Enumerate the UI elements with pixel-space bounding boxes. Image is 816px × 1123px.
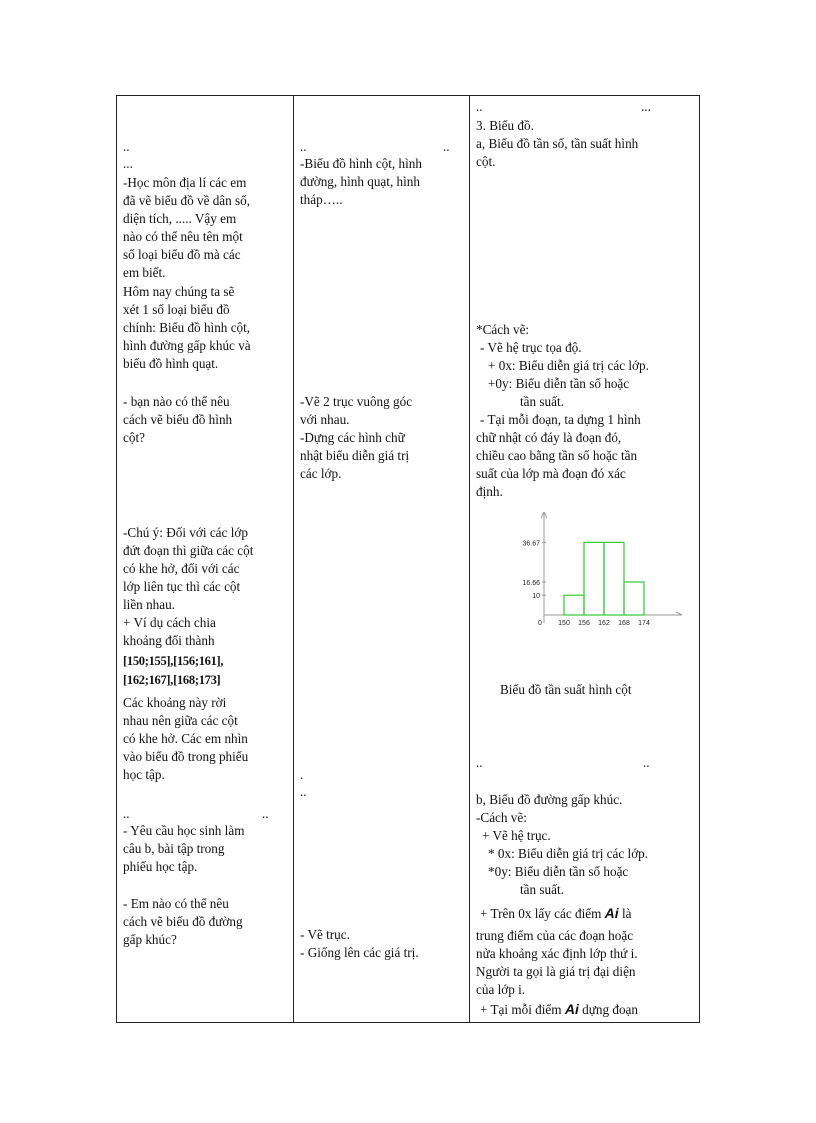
- dots: ..: [123, 806, 130, 821]
- chart-caption: Biểu đồ tần suất hình cột: [500, 682, 632, 697]
- para-task: - Yêu cầu học sinh làm câu b, bài tập trong phiếu học tập.: [123, 823, 245, 874]
- y-tick-label: 10: [532, 593, 540, 601]
- subsection-b: b, Biểu đồ đường gấp khúc.: [476, 792, 623, 807]
- point-label-ai: Ai: [604, 905, 619, 921]
- dots: ..: [643, 755, 650, 770]
- column-divider-1: [293, 96, 294, 1022]
- x-tick-label: 0: [538, 620, 542, 627]
- para-question-line: - Em nào có thể nêu cách vẽ biểu đồ đường gấp khúc?: [123, 896, 243, 947]
- dots: ..: [443, 139, 450, 154]
- para-intro: -Học môn địa lí các em đã vẽ biểu đồ về dân số, diện tích, ..... Vậy em nào có thể nêu tên một số loại biểu đồ mà các em biết.: [123, 175, 251, 280]
- step-midpoints: + Trên 0x lấy các điểm Ai là: [480, 905, 632, 921]
- answer-bar-method: -Vẽ 2 trục vuông góc với nhau. -Dựng các hình chữ nhật biểu diễn giá trị các lớp.: [300, 394, 413, 481]
- para-question-bar: - bạn nào có thể nêu cách vẽ biểu đồ hình cột?: [123, 394, 233, 445]
- x-tick-label: 150: [558, 620, 570, 627]
- interval-list-1: [150;155],[156;161],: [123, 654, 224, 668]
- column-divider-2: [469, 96, 470, 1022]
- section-heading: 3. Biểu đồ.: [476, 118, 534, 133]
- dots: ..: [123, 139, 130, 154]
- dots: ..: [262, 806, 269, 821]
- dots: ..: [476, 755, 483, 770]
- x-tick-label: 174: [638, 620, 650, 627]
- para-gap: Các khoảng này rời nhau nên giữa các cột có khe hở. Các em nhìn vào biểu đồ trong phiếu học tập.: [123, 695, 249, 782]
- subsection-a: a, Biểu đồ tần số, tần suất hình cột.: [476, 136, 639, 169]
- bar: [564, 595, 584, 615]
- dots: ...: [641, 99, 651, 114]
- dots: ..: [300, 784, 307, 799]
- bar: [604, 542, 624, 615]
- point-label-ai: Ai: [564, 1001, 579, 1017]
- answer-chart-types: -Biểu đồ hình cột, hình đường, hình quạt, hình tháp…..: [300, 156, 422, 207]
- interval-list-2: [162;167],[168;173]: [123, 673, 221, 687]
- bar: [624, 582, 644, 615]
- step-midpoints-cont: trung điểm của các đoạn hoặc nửa khoảng xác định lớp thứ i. Người ta gọi là giá trị đại diện của lớp i.: [476, 928, 638, 997]
- x-tick-label: 168: [618, 620, 630, 627]
- x-tick-label: 156: [578, 620, 590, 627]
- para-note: -Chú ý: Đối với các lớp đứt đoạn thì giữa các cột có khe hở, đối với các lớp liên tục thì các cột liền nhau. + Ví dụ cách chia khoảng đổi thành: [123, 525, 254, 648]
- method-bar-chart: *Cách vẽ: - Vẽ hệ trục tọa độ. + 0x: Biểu diễn giá trị các lớp. +0y: Biểu diễn tần số hoặc tần suất. - Tại mỗi đoạn, ta dựng 1 hình chữ nhật có đáy là đoạn đó, chiều cao bằng tần số hoặc tần suất của lớp mà đoạn đó xác định.: [476, 322, 649, 499]
- y-tick-label: 36.67: [522, 540, 540, 548]
- dots: ..: [300, 139, 307, 154]
- frequency-bar-chart: [512, 510, 684, 635]
- dots: ..: [476, 99, 483, 114]
- method-line-chart: -Cách vẽ: + Vẽ hệ trục. * 0x: Biểu diễn giá trị các lớp. *0y: Biểu diễn tần số hoặc tần suất.: [476, 810, 649, 897]
- dots: ...: [123, 156, 133, 171]
- step-segments: + Tại mỗi điểm Ai dựng đoạn: [480, 1001, 639, 1017]
- y-tick-label: 16.66: [522, 580, 540, 588]
- para-today: Hôm nay chúng ta sẽ xét 1 số loại biểu đồ chính: Biểu đồ hình cột, hình đường gấp khúc và biểu đồ hình quạt.: [123, 284, 251, 371]
- answer-line-method: - Vẽ trục. - Giống lên các giá trị.: [300, 927, 419, 960]
- bar: [584, 542, 604, 615]
- dot: .: [300, 767, 304, 782]
- x-tick-label: 162: [598, 620, 610, 627]
